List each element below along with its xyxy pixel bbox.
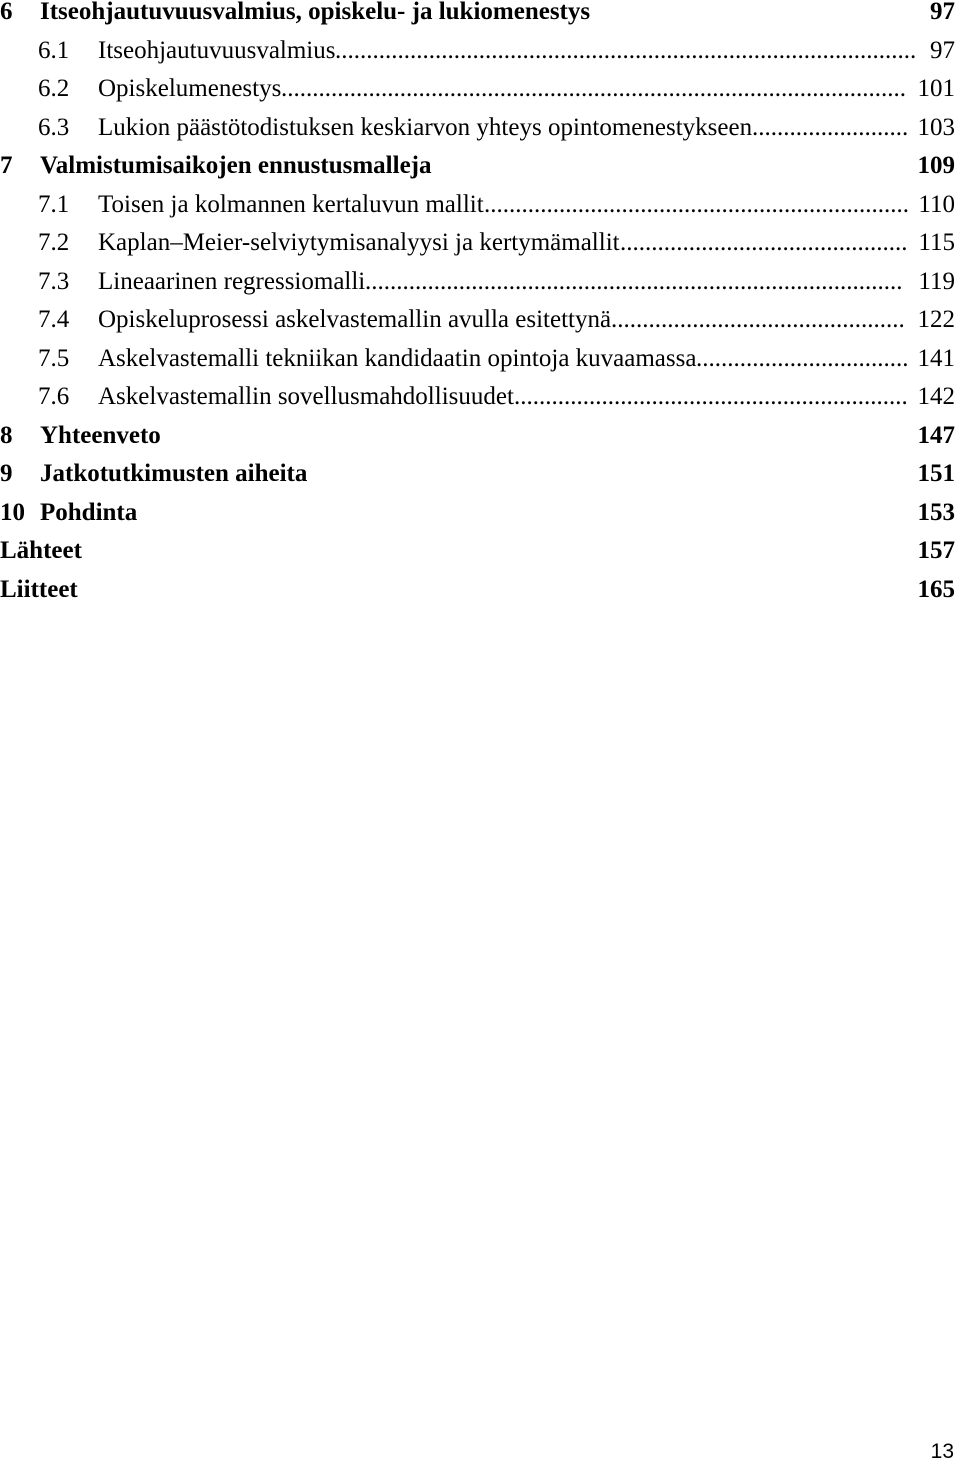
toc-entry-title: Lineaarinen regressiomalli [98, 267, 366, 295]
toc-dot-leader: ............................................................................................. [335, 36, 917, 64]
toc-entry-title: Toisen ja kolmannen kertaluvun mallit [98, 190, 484, 218]
toc-entry-page: 97 [927, 0, 955, 26]
toc-section-entry[interactable] [0, 37, 955, 76]
toc-entry-title: Itseohjautuvuusvalmius [98, 36, 336, 64]
toc-dot-leader: ............................................... [611, 306, 905, 333]
toc-entry-title: Valmistumisaikojen ennustusmalleja [40, 152, 432, 179]
toc-dot-leader: .................................................................... [484, 190, 909, 218]
toc-dot-leader: .................................. [696, 344, 909, 372]
toc-entry-number: 7.6 [38, 383, 70, 410]
toc-entry-title: Itseohjautuvuusvalmius, opiskelu- ja lukiomenestys [40, 0, 591, 25]
toc-entry-number: 7.5 [38, 344, 70, 372]
toc-section-entry[interactable] [0, 268, 955, 307]
toc-chapter-entry[interactable] [0, 576, 955, 615]
toc-chapter-entry[interactable] [0, 460, 955, 499]
toc-entry-title: Pohdinta [40, 498, 138, 526]
toc-section-entry[interactable] [0, 345, 955, 384]
page-number: 13 [930, 1440, 954, 1463]
toc-entry-page: 157 [915, 537, 956, 565]
toc-entry-number: 9 [0, 460, 13, 487]
toc-chapter-entry[interactable] [0, 499, 955, 538]
toc-entry-number: 7.1 [38, 190, 70, 218]
toc-entry-page: 115 [915, 229, 955, 257]
toc-entry-title: Opiskeluprosessi askelvastemallin avulla esitettynä [98, 306, 612, 333]
toc-entry-title: Lukion päästötodistuksen keskiarvon yhteys opintomenestykseen [98, 113, 753, 141]
toc-entry-title: Lähteet [0, 537, 82, 564]
toc-chapter-entry[interactable] [0, 0, 955, 37]
toc-section-entry[interactable] [0, 383, 955, 422]
toc-entry-number: 7.4 [38, 306, 70, 333]
toc-entry-number: 7 [0, 152, 13, 179]
toc-entry-page: 122 [915, 306, 956, 334]
toc-entry-number: 6.2 [38, 75, 70, 102]
toc-dot-leader: ......................... [752, 113, 909, 141]
toc-entry-page: 103 [915, 114, 956, 142]
toc-section-entry[interactable] [0, 75, 955, 114]
toc-entry-page: 101 [915, 75, 956, 103]
toc-chapter-entry[interactable] [0, 152, 955, 191]
toc-entry-number: 6 [0, 0, 13, 25]
toc-section-entry[interactable] [0, 306, 955, 345]
toc-dot-leader: .................................................................................................... [281, 75, 906, 102]
toc-chapter-entry[interactable] [0, 537, 955, 576]
toc-entry-title: Askelvastemallin sovellusmahdollisuudet [98, 383, 514, 410]
toc-entry-page: 141 [915, 345, 956, 373]
toc-entry-number: 8 [0, 421, 13, 449]
toc-entry-number: 6.3 [38, 113, 70, 141]
toc-dot-leader: ............................................................... [514, 383, 908, 410]
toc-dot-leader: .............................................. [620, 229, 908, 256]
toc-entry-number: 10 [0, 498, 25, 526]
toc-entry-page: 110 [915, 191, 955, 219]
toc-entry-page: 153 [915, 499, 956, 527]
toc-entry-page: 97 [927, 37, 955, 65]
toc-entry-number: 7.2 [38, 229, 70, 256]
table-of-contents [0, 0, 955, 614]
toc-dot-leader: ...................................................................................... [365, 267, 903, 295]
toc-entry-page: 119 [915, 268, 955, 296]
toc-section-entry[interactable] [0, 114, 955, 153]
toc-entry-page: 109 [915, 152, 956, 180]
toc-entry-title: Jatkotutkimusten aiheita [40, 460, 308, 487]
toc-section-entry[interactable] [0, 229, 955, 268]
toc-entry-number: 7.3 [38, 267, 70, 295]
toc-entry-title: Liitteet [0, 575, 78, 603]
toc-entry-title: Opiskelumenestys [98, 75, 282, 102]
toc-entry-page: 147 [915, 422, 956, 450]
toc-chapter-entry[interactable] [0, 422, 955, 461]
toc-entry-page: 142 [915, 383, 956, 411]
toc-entry-page: 151 [915, 460, 956, 488]
toc-entry-title: Kaplan–Meier-selviytymisanalyysi ja kertymämallit [98, 229, 620, 256]
toc-section-entry[interactable] [0, 191, 955, 230]
toc-entry-page: 165 [915, 576, 956, 604]
toc-entry-number: 6.1 [38, 36, 70, 64]
toc-entry-title: Askelvastemalli tekniikan kandidaatin opintoja kuvaamassa [98, 344, 697, 372]
toc-entry-title: Yhteenveto [40, 421, 161, 449]
